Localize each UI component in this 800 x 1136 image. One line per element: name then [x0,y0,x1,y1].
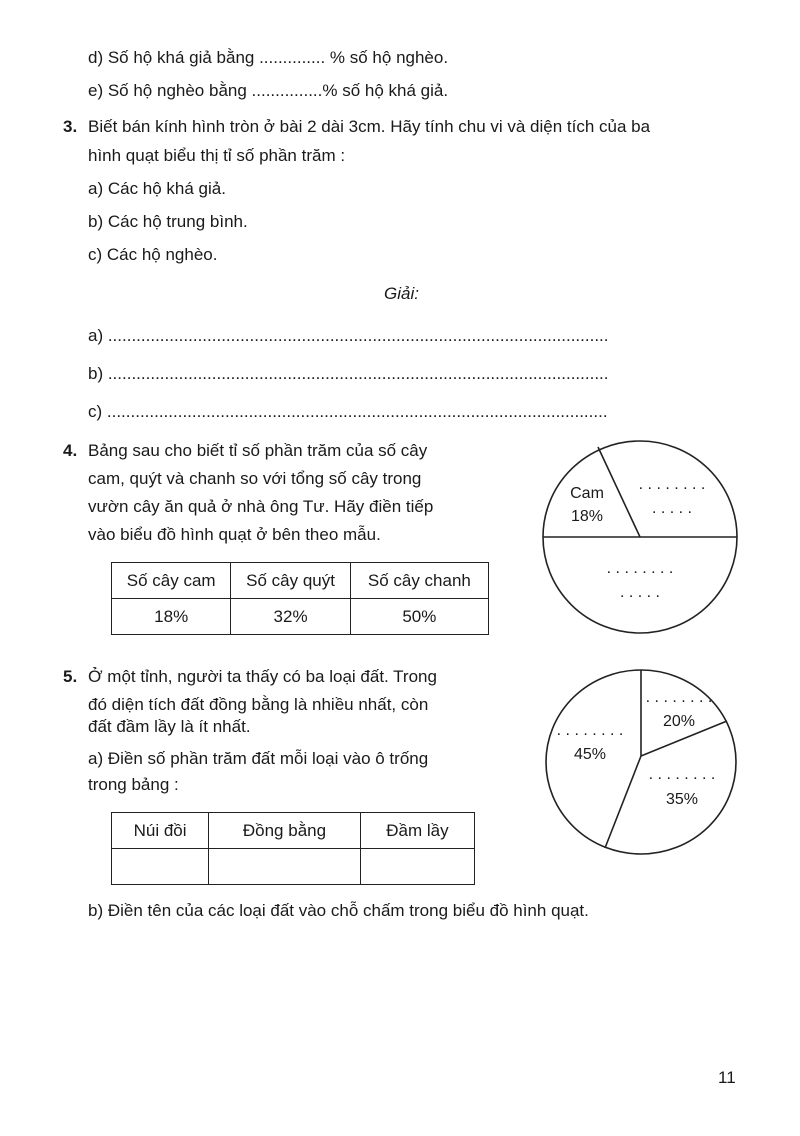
slice-blank-chanh-pct: . . . . . [619,584,661,601]
exercise-5-line-3: đất đầm lầy là ít nhất. [88,717,251,736]
tree-percentage-table [111,562,489,635]
solution-heading: Giải: [384,284,419,303]
slice-label-cam: Cam [570,485,604,502]
table-cell-nui-doi[interactable] [112,849,209,885]
land-type-table [111,812,475,885]
answer-line-b: b) .......................................................................................................... [88,364,609,383]
exercise-4-line-2: cam, quýt và chanh so với tổng số cây trong [88,469,422,488]
exercise-5-line-2: đó diện tích đất đồng bằng là nhiều nhất, còn [88,695,429,714]
table-cell-cam: 18% [112,599,231,635]
item-d: d) Số hộ khá giả bằng .............. % số hộ nghèo. [88,48,449,67]
table-row [112,563,489,599]
item-e: e) Số hộ nghèo bằng ...............% số hộ khá giả. [88,81,449,100]
table-header-chanh: Số cây chanh [350,563,488,599]
exercise-3-item-c: c) Các hộ nghèo. [88,245,218,264]
table-row [112,599,489,635]
slice-blank-chanh-name: . . . . . . . . [606,560,674,577]
table-row [112,813,475,849]
exercise-5-line-1: Ở một tỉnh, người ta thấy có ba loại đất. Trong [88,667,437,686]
exercise-4-line-3: vườn cây ăn quả ở nhà ông Tư. Hãy điền tiếp [88,497,434,516]
exercise-4-number: 4. [63,441,78,460]
slice-pct-20: 20% [662,713,696,730]
slice-blank-quyt-pct: . . . . . [651,500,693,517]
slice-pct-35: 35% [665,791,699,808]
answer-line-a: a) .......................................................................................................... [88,326,609,345]
pie-divider-radius [598,447,640,537]
slice-blank-45-name: . . . . . . . . [556,722,624,739]
exercise-5-item-b: b) Điền tên của các loại đất vào chỗ chấm trong biểu đồ hình quạt. [88,901,589,920]
pie-chart-trees [540,443,740,639]
table-cell-dong-bang[interactable] [209,849,361,885]
table-header-dam-lay: Đầm lầy [360,813,474,849]
exercise-5-number: 5. [63,667,78,686]
exercise-3-item-b: b) Các hộ trung bình. [88,212,248,231]
table-cell-chanh: 50% [350,599,488,635]
table-header-dong-bang: Đồng bằng [209,813,361,849]
table-header-nui-doi: Núi đồi [112,813,209,849]
pie-chart-land [543,670,739,858]
exercise-3-line-1: Biết bán kính hình tròn ở bài 2 dài 3cm. Hãy tính chu vi và diện tích của ba [88,117,651,136]
exercise-3-item-a: a) Các hộ khá giả. [88,179,226,198]
slice-pct-45: 45% [573,746,607,763]
slice-blank-35-name: . . . . . . . . [648,766,716,783]
slice-blank-20-name: . . . . . . . . [645,689,713,706]
table-row [112,849,475,885]
slice-blank-quyt-name: . . . . . . . . [638,476,706,493]
exercise-3-line-2: hình quạt biểu thị tỉ số phần trăm : [88,146,346,165]
table-header-quyt: Số cây quýt [231,563,350,599]
page-number: 11 [718,1068,736,1087]
exercise-4-line-4: vào biểu đồ hình quạt ở bên theo mẫu. [88,525,381,544]
table-header-cam: Số cây cam [112,563,231,599]
table-cell-dam-lay[interactable] [360,849,474,885]
answer-line-c: c) .......................................................................................................... [88,402,608,421]
exercise-5-a-line-2: trong bảng : [88,775,179,794]
slice-pct-cam: 18% [570,508,604,525]
pie-divider-bottom [605,756,641,848]
exercise-4-line-1: Bảng sau cho biết tỉ số phần trăm của số cây [88,441,428,460]
exercise-3-number: 3. [63,117,78,136]
exercise-5-a-line-1: a) Điền số phần trăm đất mỗi loại vào ô trống [88,749,429,768]
table-cell-quyt: 32% [231,599,350,635]
